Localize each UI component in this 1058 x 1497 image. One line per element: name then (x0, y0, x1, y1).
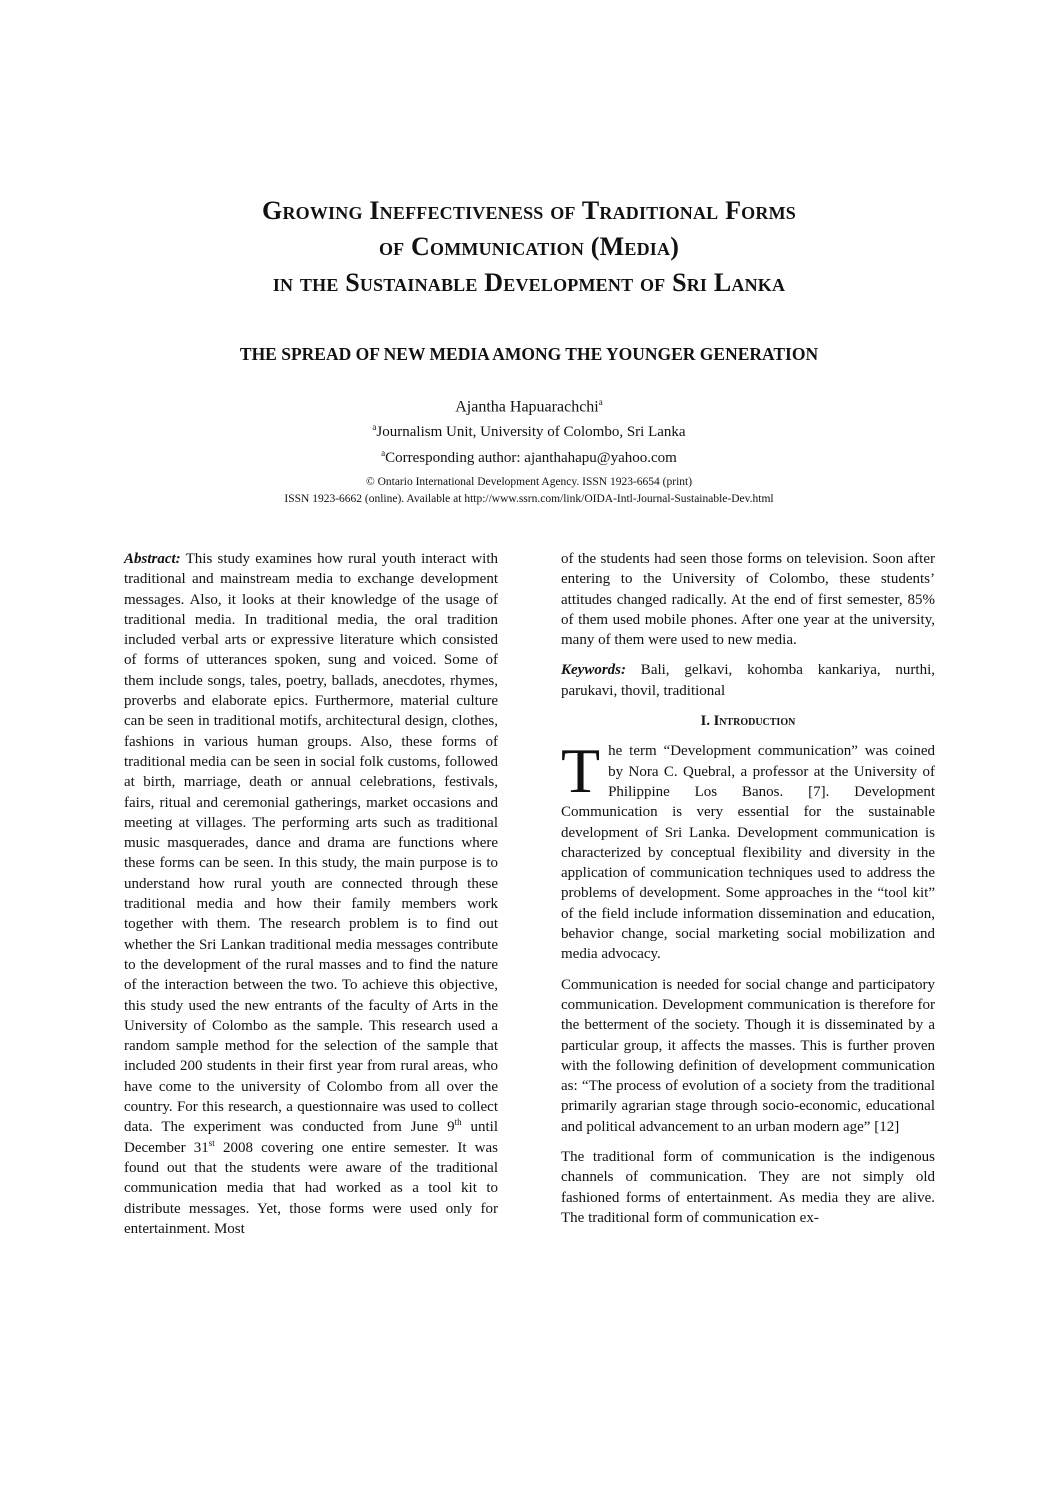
abstract-label: Abstract: (124, 551, 181, 567)
title-line-3: in the Sustainable Development of Sri Lanka (272, 268, 786, 297)
right-column (561, 549, 935, 1238)
abstract-text-a: This study examines how rural youth interact with traditional and mainstream media to exchange development messages. Also, it looks at their knowledge of the usage of traditional media. In traditional media, the oral tradition included verbal arts or expressive literature which consisted of forms of utterances spoken, sung and voiced. Some of them include songs, tales, poetry, ballads, anecdotes, rhymes, proverbs and elaborate epics. Furthermore, material culture can be seen in traditional motifs, architectural design, clothes, fashions in various human groups. Also, these forms of traditional media can be seen in social folk customs, followed at birth, marriage, death or annual celebrations, festivals, fairs, ritual and ceremonial gatherings, market occasions and meeting at villages. The performing arts such as traditional music masquerades, dance and drama are functions where these forms can be seen. In this study, the main purpose is to understand how rural youth are connected through these traditional media and how their family members work together with them. The research problem is to find out whether the Sri Lankan traditional media messages contribute to the development of the rural masses and to find the nature of the interaction between the two. To achieve this objective, this study used the new entrants of the faculty of Arts in the University of Colombo as the sample. This research used a random sample method for the selection of the sample that included 200 students in their first year from rural areas, who have come to the university of Colombo from all over the country. For this research, a questionnaire was used to collect data. The experiment was conducted from June 9 (124, 551, 498, 1136)
introduction-paragraph-1-text: he term “Development communication” was coined by Nora C. Quebral, a professor at the University of Philippine Los Banos. [7]. Development Communication is very essential for the sustainable development of Sri Lanka. Development communication is characterized by conceptual flexibility and diversity in the application of communication techniques used to address the problems of development. Some approaches in the “tool kit” of the field include information dissemination and education, behavior change, social marketing social mobilization and media advocacy. (561, 743, 935, 963)
author-mark: a (598, 397, 603, 407)
keywords-paragraph (561, 660, 935, 701)
author-block (100, 392, 958, 469)
affiliation-mark: a (372, 422, 377, 433)
corresponding-author: Corresponding author: ajanthahapu@yahoo.com (385, 450, 677, 467)
abstract-continuation: of the students had seen those forms on television. Soon after entering to the University of Colombo, these students’ attitudes changed radically. At the end of first semester, 85% of them used mobile phones. After one year at the university, many of them were used to new media. (561, 551, 935, 649)
drop-cap: T (561, 735, 601, 807)
copyright-notice (100, 474, 958, 508)
left-column (124, 549, 498, 1249)
corresponding-mark: a (381, 448, 386, 459)
title-line-1: Growing Ineffectiveness of Traditional Forms (262, 196, 796, 225)
abstract-sup-2: st (208, 1137, 215, 1148)
author-name: Ajantha Hapuarachchi (455, 398, 599, 416)
introduction-heading: I. Introduction (700, 713, 796, 730)
introduction-paragraph-2: Communication is needed for social change and participatory communication. Development communication is therefore for the betterment of the society. Though it is disseminated by a particular group, it affects the masses. This is further proven with the following definition of development communication as: “The process of evolution of a society from the traditional primarily agrarian stage through socio-economic, educational and political advancement to an urban modern age” [12] (561, 976, 935, 1135)
paper-title (100, 193, 958, 301)
introduction-paragraph-1 (561, 735, 935, 964)
paper-subtitle: THE SPREAD OF NEW MEDIA AMONG THE YOUNGER GENERATION (239, 344, 819, 364)
abstract-text-c: 2008 covering one entire semester. It was found out that the students were aware of the traditional communication media that had worked as a tool kit to distribute messages. Yet, those forms were used only for entertainment. Most (124, 1139, 498, 1237)
keywords-label: Keywords: (561, 662, 626, 679)
copyright-line-1: © Ontario International Development Agency. ISSN 1923-6654 (print) (365, 476, 693, 488)
author-affiliation: Journalism Unit, University of Colombo, Sri Lanka (376, 424, 686, 441)
abstract-text-b: until December 31 (124, 1119, 498, 1156)
abstract-sup-1: th (454, 1117, 462, 1128)
keywords-text: Bali, gelkavi, kohomba kankariya, nurthi, parukavi, thovil, traditional (561, 662, 935, 699)
title-line-2: of Communication (Media) (378, 232, 680, 261)
abstract-paragraph (124, 549, 498, 1239)
introduction-paragraph-3: The traditional form of communication is the indigenous channels of communication. They are not simply old fashioned forms of entertainment. As media they are alive. The traditional form of communication ex- (561, 1149, 935, 1226)
copyright-line-2: ISSN 1923-6662 (online). Available at http://www.ssrn.com/link/OIDA-Intl-Journal-Sustainable-Dev.html (284, 493, 774, 505)
